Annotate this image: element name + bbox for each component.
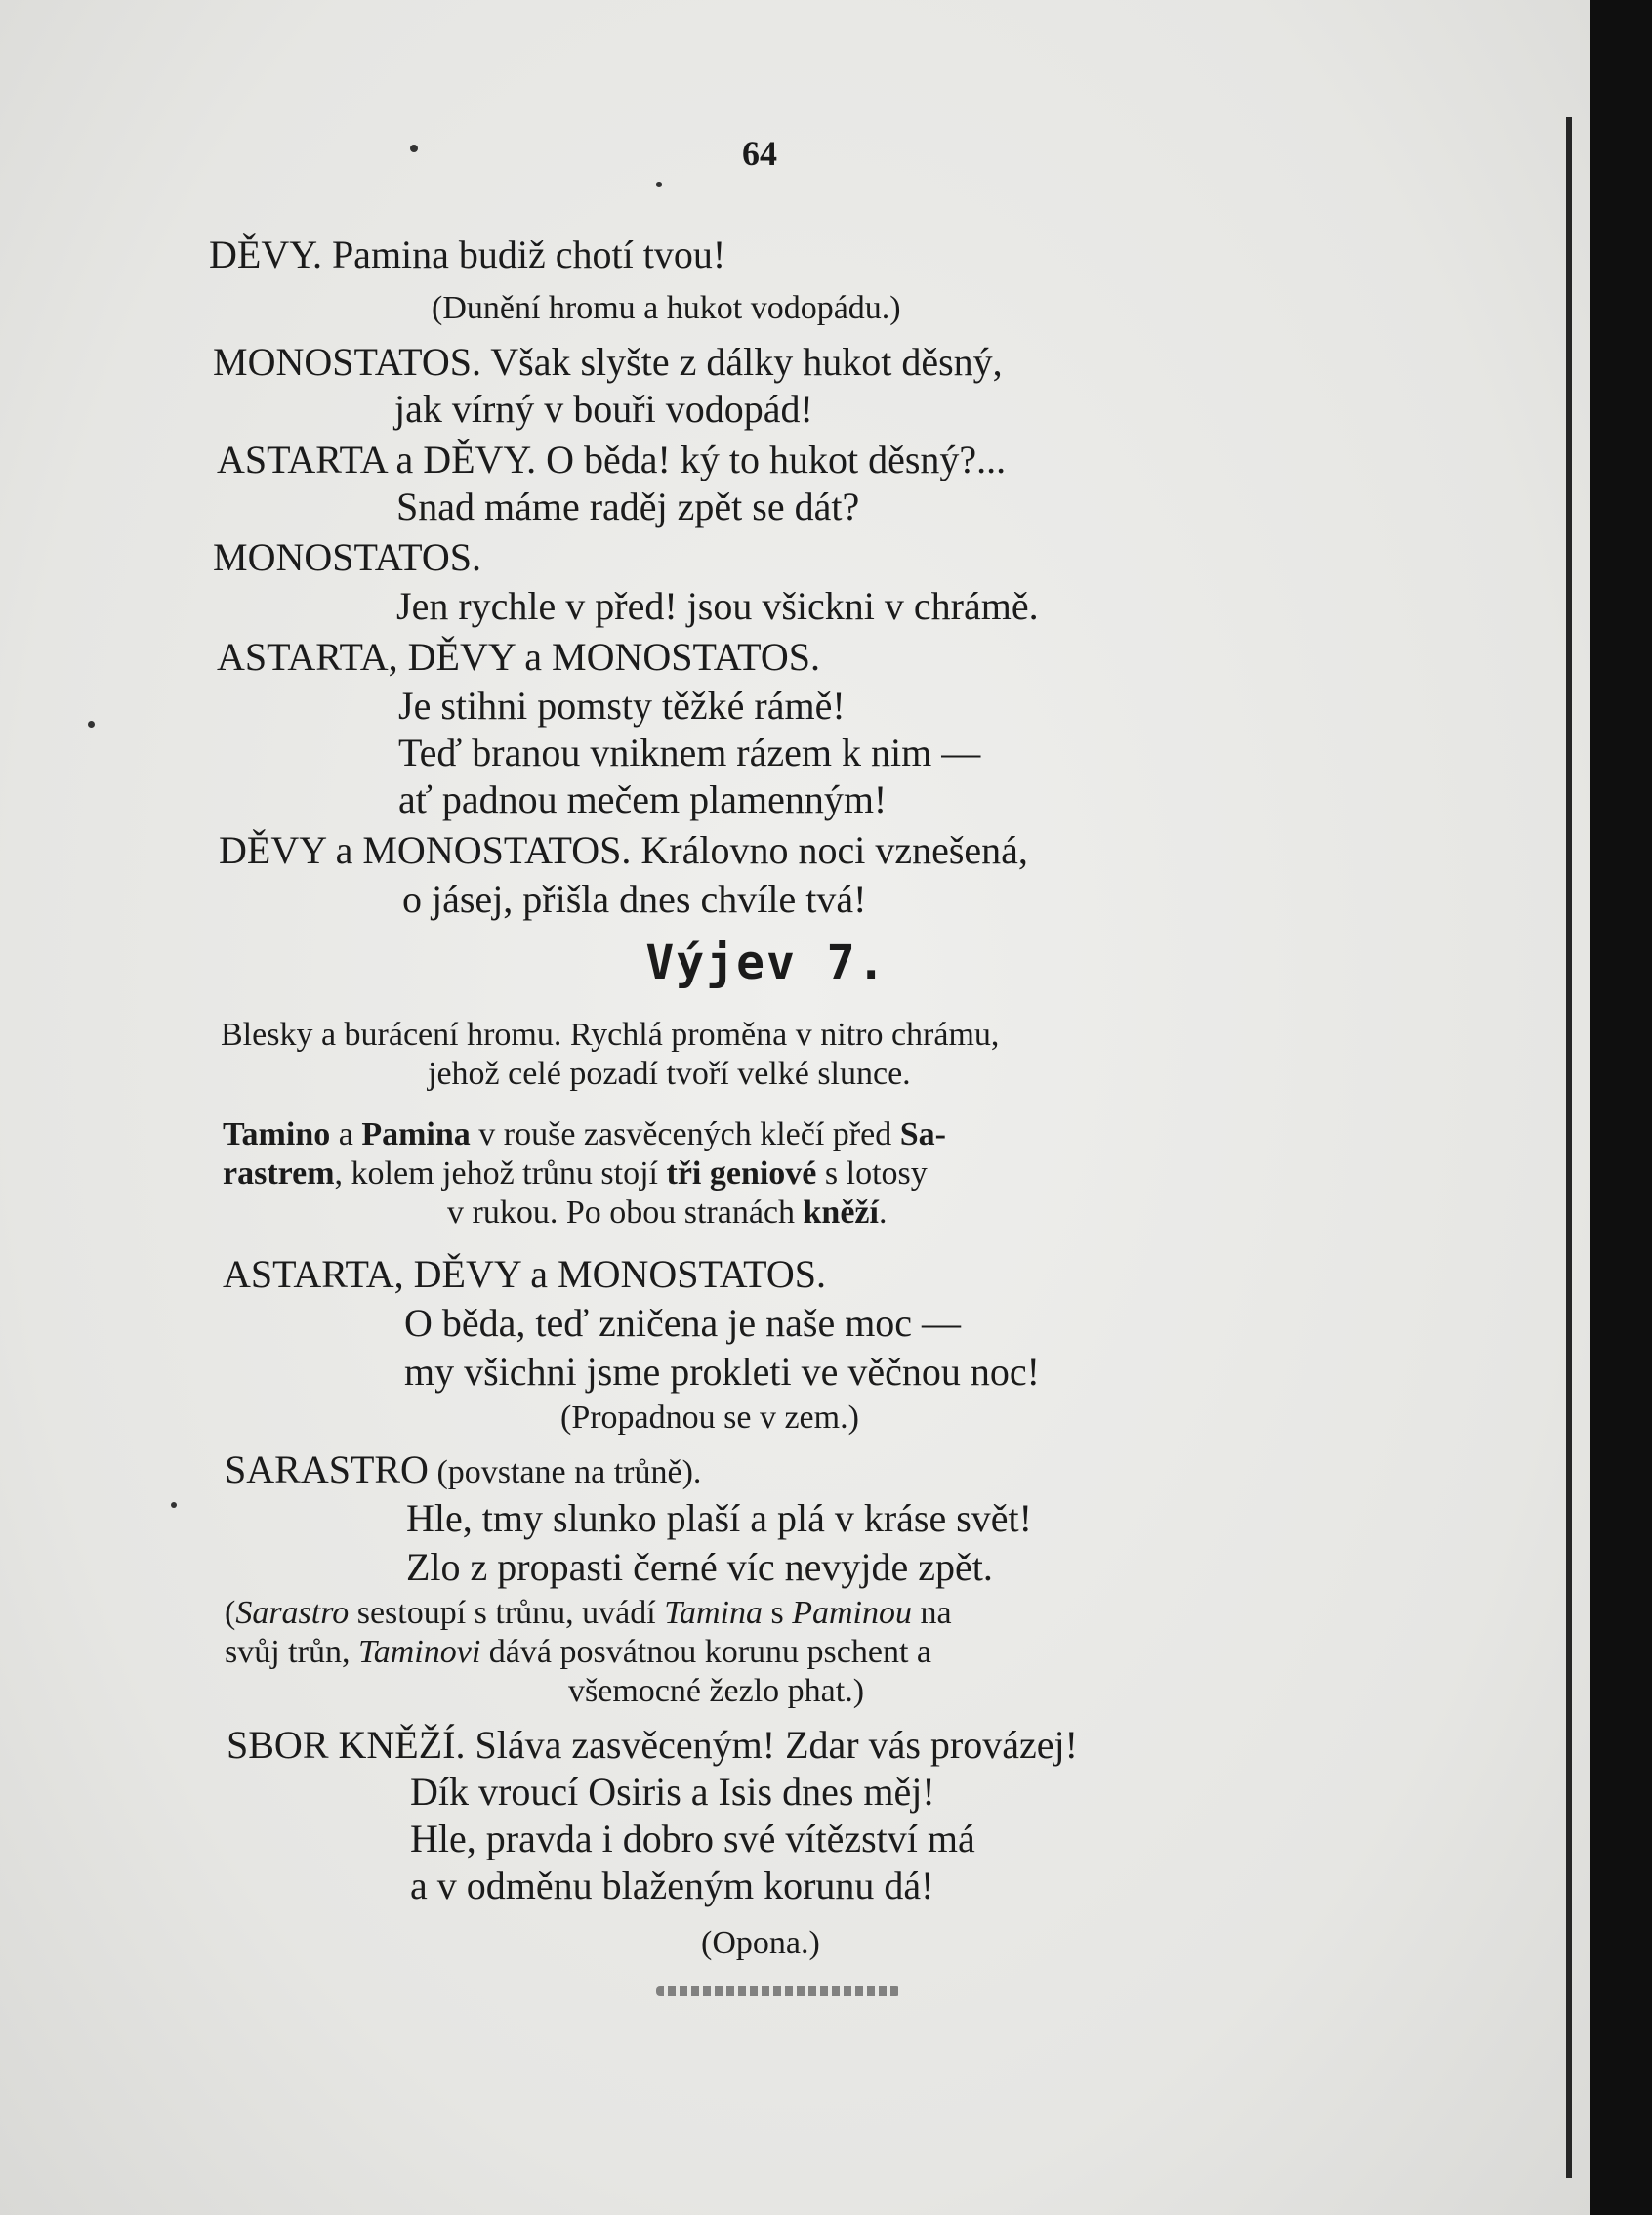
text-run: s lotosy: [816, 1155, 928, 1191]
print-speck: [171, 1502, 177, 1508]
page-number: 64: [742, 134, 777, 173]
verse-line: Jen rychle v před! jsou všickni v chrámě.: [396, 584, 1039, 628]
verse-line: Dík vroucí Osiris a Isis dnes měj!: [410, 1770, 935, 1814]
text-run: v rukou. Po obou stranách: [447, 1194, 804, 1231]
stage-direction-inline: (povstane na trůně).: [428, 1454, 702, 1490]
stage-direction: [447, 1193, 887, 1233]
dialogue-line: [213, 340, 1003, 385]
line-text: Královno noci vznešená,: [631, 828, 1028, 872]
stage-direction: (Propadnou se v zem.): [560, 1400, 859, 1436]
stage-direction: jehož celé pozadí tvoří velké slunce.: [428, 1056, 911, 1092]
stage-direction: (Dunění hromu a hukot vodopádu.): [432, 290, 901, 326]
text-run: v rouše zasvěcených klečí před: [470, 1116, 900, 1152]
character-name: Paminou: [792, 1595, 913, 1631]
text-run: sestoupí s trůnu, uvádí: [349, 1595, 665, 1631]
stage-direction: Blesky a burácení hromu. Rychlá proměna v nitro chrámu,: [221, 1017, 1000, 1053]
verse-line: ať padnou mečem plamenným!: [398, 777, 888, 821]
line-text: O běda! ký to hukot děsný?...: [536, 438, 1007, 481]
print-speck: [656, 182, 662, 187]
scan-border: [1590, 0, 1652, 2215]
verse-line: Je stihni pomsty těžké rámě!: [398, 684, 846, 728]
speaker-heading: ASTARTA, DĚVY a MONOSTATOS.: [217, 635, 821, 679]
verse-line: Teď branou vniknem rázem k nim —: [398, 731, 981, 774]
page-edge-shadow: [1566, 117, 1572, 2178]
text-run: dává posvátnou korunu pschent a: [480, 1634, 932, 1670]
line-text: Však slyšte z dálky hukot děsný,: [481, 340, 1003, 384]
character-name: Taminovi: [357, 1634, 481, 1670]
verse-line: Snad máme raděj zpět se dát?: [396, 484, 860, 528]
character-name: Tamina: [664, 1595, 763, 1631]
stage-direction: [225, 1594, 952, 1633]
print-speck: [410, 145, 418, 152]
line-text: Pamina budiž chotí tvou!: [321, 232, 726, 276]
dialogue-line: [225, 1447, 701, 1492]
character-name: Sarastro: [235, 1595, 350, 1631]
speaker-name: MONOSTATOS.: [213, 340, 481, 384]
speaker-heading: ASTARTA, DĚVY a MONOSTATOS.: [223, 1252, 827, 1296]
dialogue-line: [209, 232, 725, 277]
stage-direction: [223, 1154, 928, 1193]
speaker-name: SBOR KNĚŽÍ.: [227, 1723, 466, 1767]
stage-direction: všemocné žezlo phat.): [568, 1673, 865, 1709]
text-run: na: [912, 1595, 952, 1631]
text-run: (: [225, 1595, 236, 1631]
verse-line: jak vírný v bouři vodopád!: [394, 387, 813, 431]
character-name: Pamina: [361, 1116, 471, 1152]
text-run: a: [330, 1116, 362, 1152]
verse-line: O běda, teď zničena je naše moc —: [404, 1301, 962, 1345]
stage-direction: [223, 1115, 946, 1154]
stage-direction: (Opona.): [701, 1925, 820, 1961]
text-run: s: [763, 1595, 793, 1631]
verse-line: Hle, pravda i dobro své vítězství má: [410, 1817, 975, 1860]
speaker-name: DĚVY.: [209, 232, 322, 276]
verse-line: Hle, tmy slunko plaší a plá v kráse svět!: [406, 1496, 1032, 1540]
scene-title: Výjev 7.: [645, 936, 888, 990]
stage-direction: [225, 1633, 931, 1672]
character-name: kněží: [803, 1194, 879, 1231]
speaker-name: SARASTRO: [225, 1447, 429, 1491]
dialogue-line: [219, 828, 1028, 873]
speaker-name: DĚVY a MONOSTATOS.: [219, 828, 632, 872]
line-text: Sláva zasvěceným! Zdar vás provázej!: [465, 1723, 1078, 1767]
speaker-name: ASTARTA a DĚVY.: [217, 438, 537, 481]
character-name: tři geniové: [666, 1155, 817, 1191]
dialogue-line: [217, 438, 1006, 482]
verse-line: Zlo z propasti černé víc nevyjde zpět.: [406, 1545, 993, 1589]
text-run: svůj trůn,: [225, 1634, 358, 1670]
speaker-heading: MONOSTATOS.: [213, 535, 481, 579]
dialogue-line: [227, 1723, 1078, 1768]
end-rule: [656, 1986, 900, 1996]
print-speck: [88, 721, 95, 728]
text-run: .: [878, 1194, 888, 1231]
text-run: , kolem jehož trůnu stojí: [334, 1155, 667, 1191]
verse-line: my všichni jsme prokleti ve věčnou noc!: [404, 1350, 1040, 1394]
character-name: Tamino: [223, 1116, 331, 1152]
character-name: rastrem: [223, 1155, 335, 1191]
verse-line: a v odměnu blaženým korunu dá!: [410, 1863, 934, 1907]
verse-line: o jásej, přišla dnes chvíle tvá!: [402, 877, 867, 921]
character-name: Sa-: [899, 1116, 946, 1152]
